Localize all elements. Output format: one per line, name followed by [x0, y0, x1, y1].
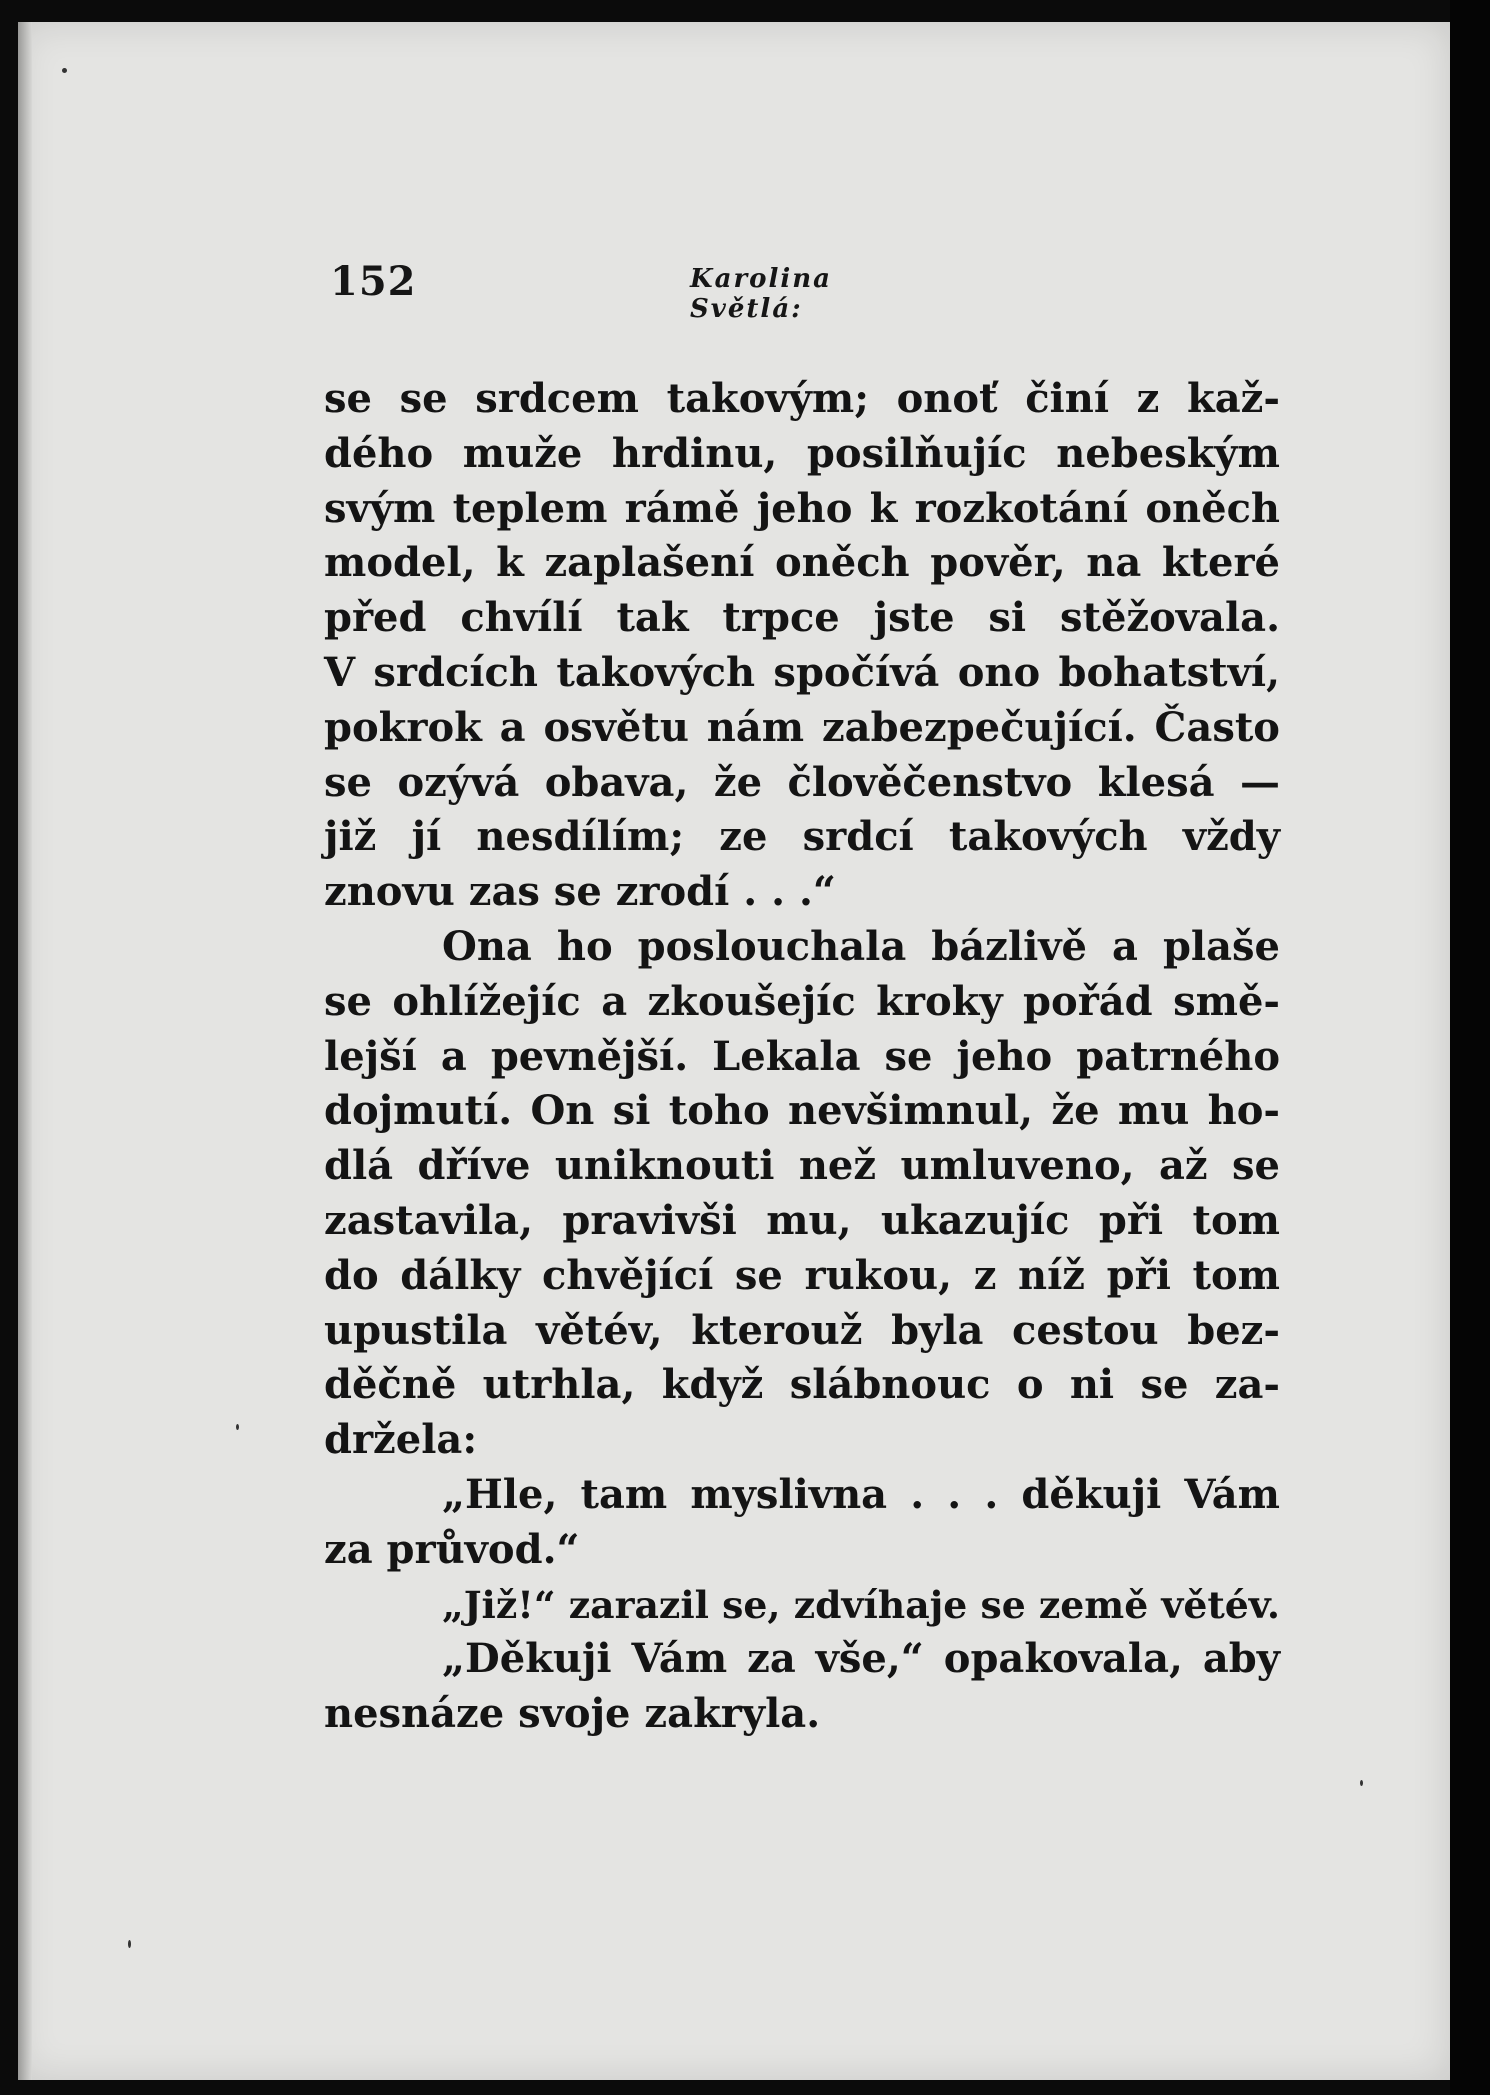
text-line: již jí nesdílím; ze srdcí takových vždy: [324, 813, 1280, 861]
text-line: se ozývá obava, že člověčenstvo klesá —: [324, 758, 1280, 806]
page-edge-shadow: [1450, 0, 1490, 2095]
text-line: se se srdcem takovým; onoť činí z kaž-: [324, 375, 1280, 422]
text-line: „Děkuji Vám za vše,“ opakovala, aby: [442, 1635, 1280, 1683]
page-gutter: [18, 22, 32, 2080]
text-line: se ohlížejíc a zkoušejíc kroky pořád smě-: [324, 977, 1280, 1025]
running-head: Karolina Světlá:: [690, 264, 832, 324]
page-header: [330, 256, 930, 324]
text-line: děčně utrhla, když slábnouc o ni se za-: [324, 1361, 1280, 1409]
text-line: upustila větév, kterouž byla cestou bez-: [324, 1306, 1280, 1354]
text-line: dojmutí. On si toho nevšimnul, že mu ho-: [324, 1087, 1280, 1135]
text-line: V srdcích takových spočívá ono bohatství,: [324, 648, 1280, 696]
text-line: do dálky chvějící se rukou, z níž při tom: [324, 1251, 1280, 1299]
text-line: dého muže hrdinu, posilňujíc nebeským: [324, 429, 1280, 477]
paper-speck: [62, 68, 67, 73]
text-line: za průvod.“: [324, 1525, 580, 1573]
text-line: nesnáze svoje zakryla.: [324, 1690, 821, 1738]
text-line: „Již!“ zarazil se, zdvíhaje se země větév.: [442, 1582, 1280, 1627]
body-text: [324, 372, 1280, 1742]
paper-speck: [128, 1940, 131, 1948]
text-line: model, k zaplašení oněch pověr, na které: [324, 539, 1280, 587]
text-line: dlá dříve uniknouti než umluveno, až se: [324, 1142, 1280, 1190]
text-line: pokrok a osvětu nám zabezpečující. Často: [324, 703, 1280, 751]
text-line: držela:: [324, 1416, 478, 1464]
text-line: znovu zas se zrodí . . .“: [324, 868, 836, 916]
text-line: „Hle, tam myslivna . . . děkuji Vám: [442, 1470, 1280, 1518]
paper-speck: [236, 1424, 239, 1430]
text-line: zastavila, pravivši mu, ukazujíc při tom: [324, 1196, 1280, 1244]
text-line: lejší a pevnější. Lekala se jeho patrného: [324, 1032, 1280, 1080]
text-line: před chvílí tak trpce jste si stěžovala.: [324, 594, 1280, 642]
page-number: 152: [330, 258, 417, 305]
text-line: Ona ho poslouchala bázlivě a plaše: [442, 922, 1280, 970]
text-line: svým teplem rámě jeho k rozkotání oněch: [324, 484, 1280, 532]
paper-speck: [1360, 1780, 1363, 1786]
